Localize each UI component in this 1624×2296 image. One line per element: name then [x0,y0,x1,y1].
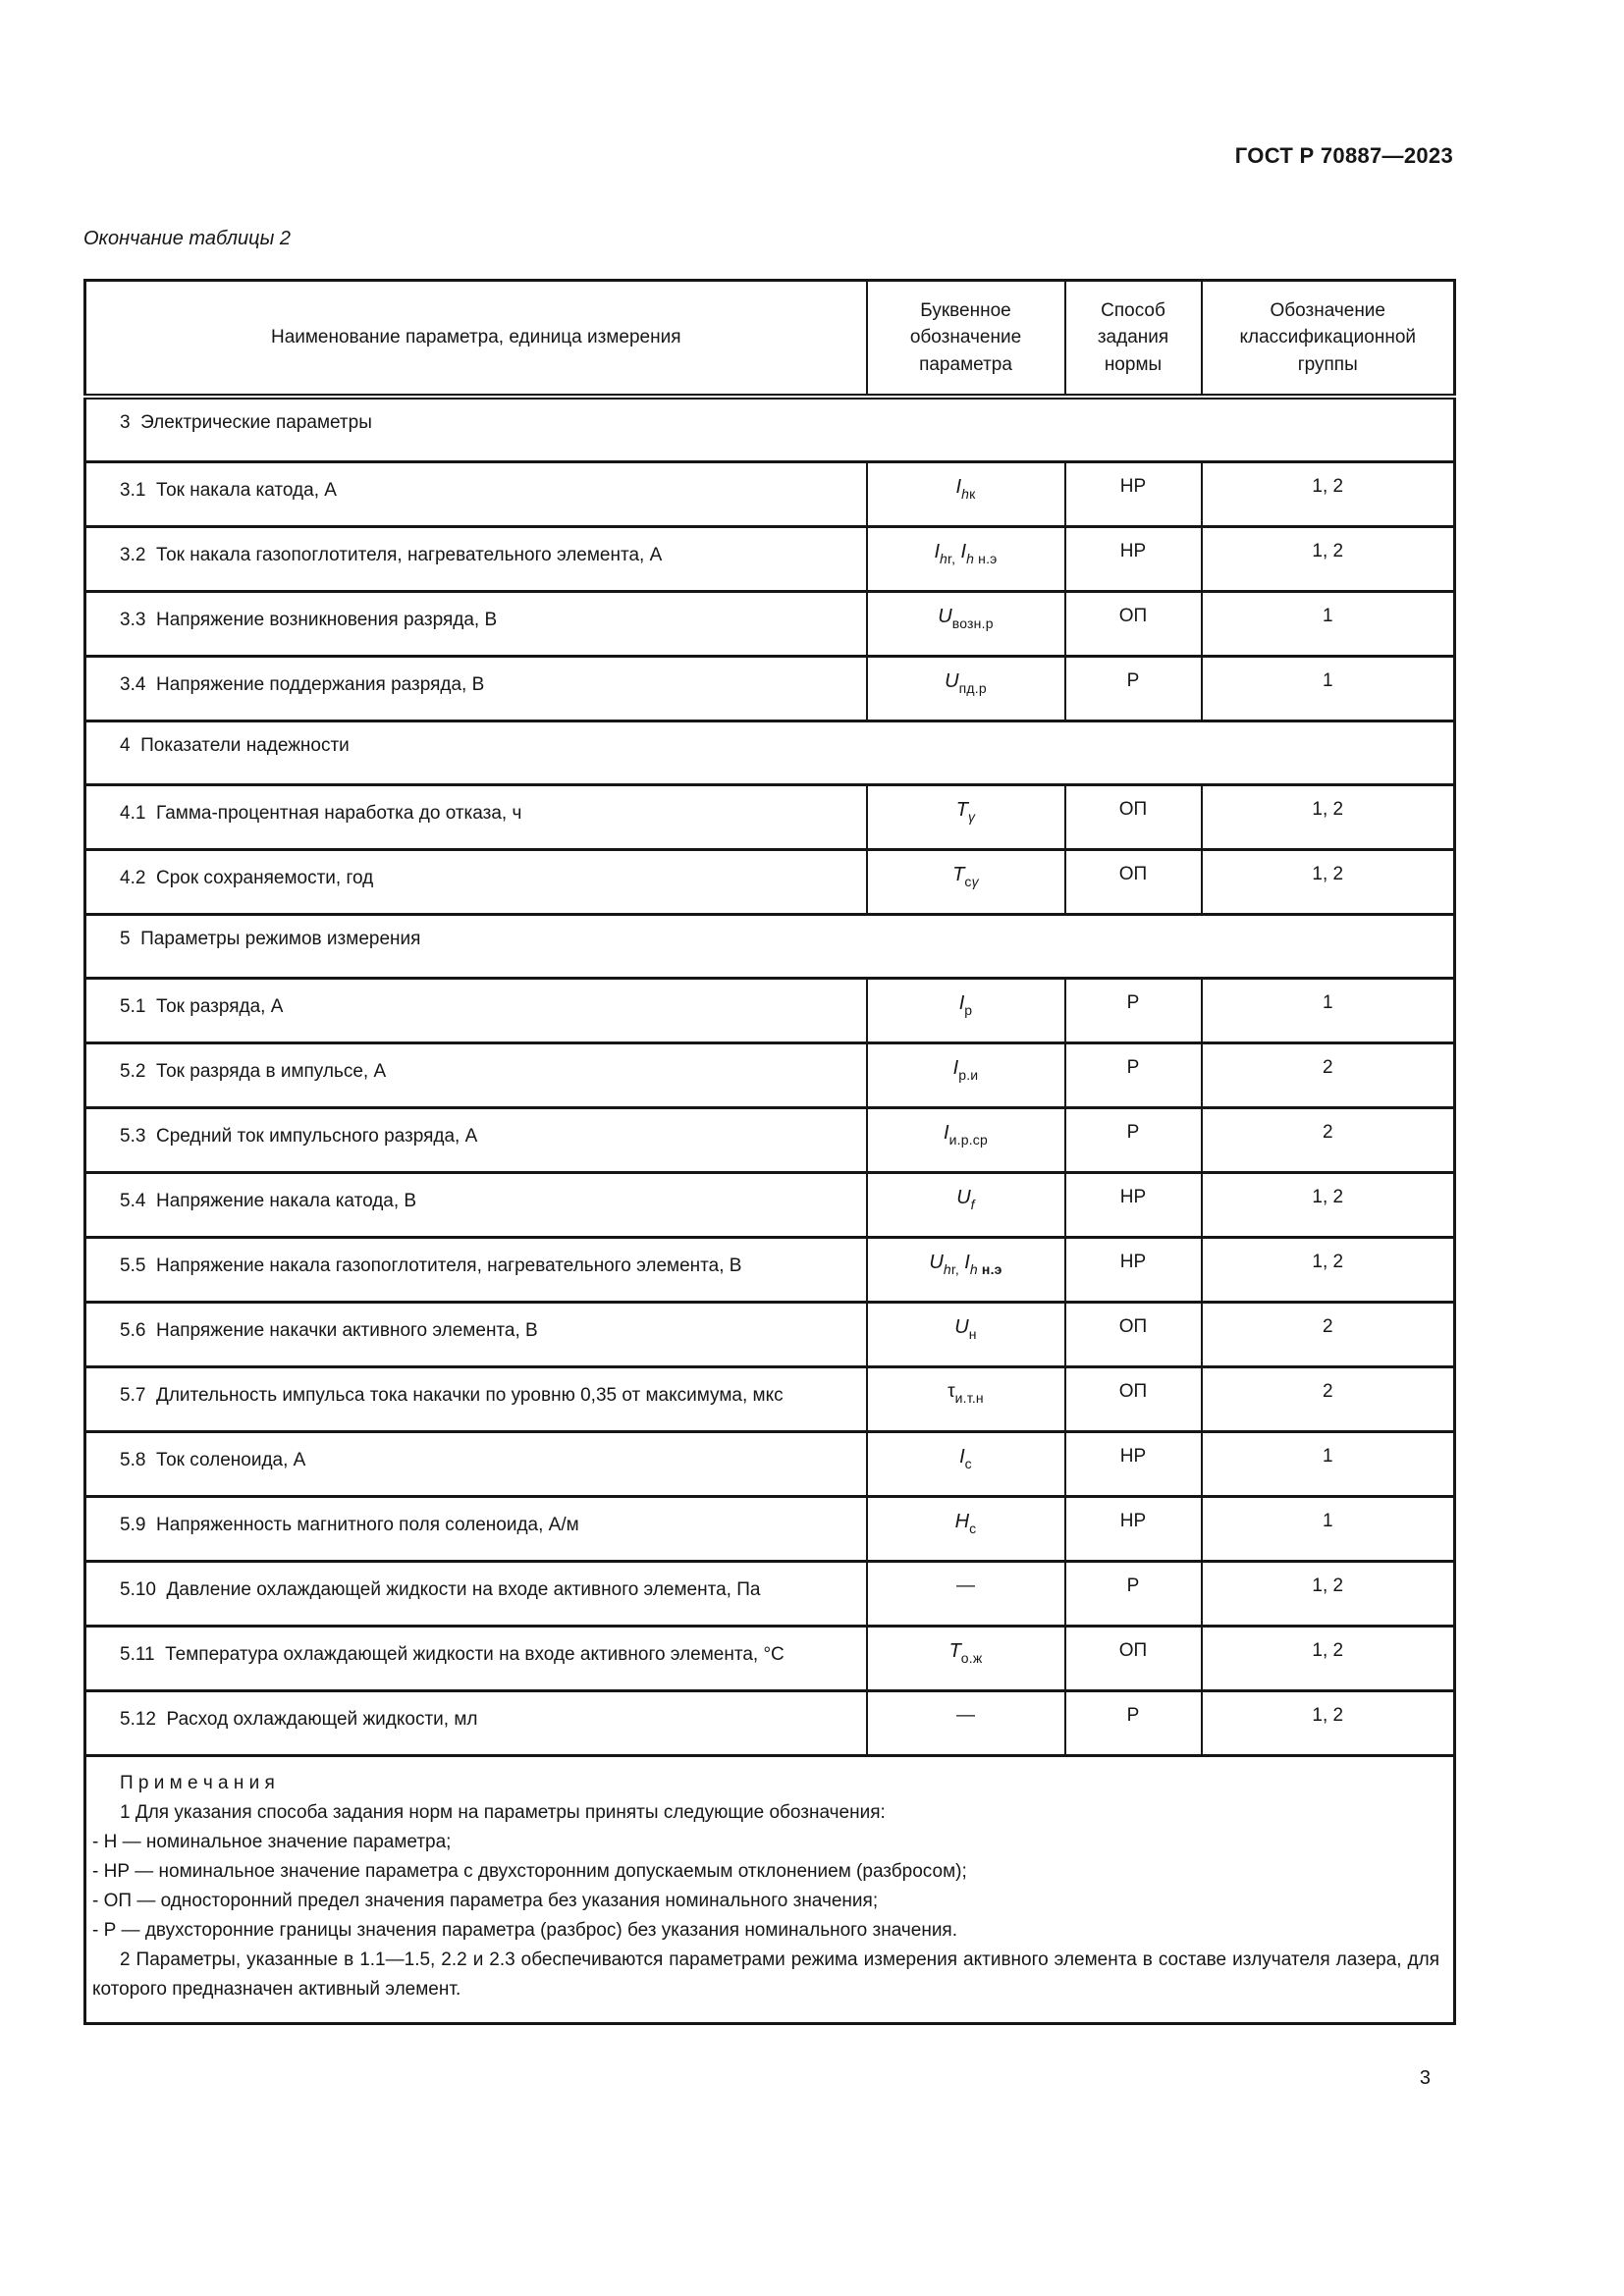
parameter-name: 5.7 Длительность импульса тока накачки по уровню 0,35 от максимума, мкс [85,1367,867,1432]
table-row [85,1562,1455,1627]
class-group: 1 [1202,979,1455,1043]
notes-line: П р и м е ч а н и я [120,1773,275,1793]
parameter-symbol [867,1367,1065,1432]
norm-method: НР [1065,527,1202,592]
norm-method: НР [1065,1432,1202,1497]
table-row [85,1043,1455,1108]
table-row [85,1108,1455,1173]
symbol-segment: и.т.н [954,1390,984,1406]
parameter-name: 3.3 Напряжение возникновения разряда, В [85,592,867,657]
parameter-symbol [867,1691,1065,1756]
table-body [85,397,1455,1756]
parameter-name: 5.9 Напряженность магнитного поля соленоида, А/м [85,1497,867,1562]
norm-method: Р [1065,1043,1202,1108]
table-row [85,657,1455,721]
class-group: 1, 2 [1202,1238,1455,1303]
norm-method: Р [1065,1691,1202,1756]
notes-line: 2 Параметры, указанные в 1.1—1.5, 2.2 и 2.3 обеспечиваются параметрами режима измерения активного элемента в составе излучателя лазера, для которого предназначен активный элемент. [92,1949,1439,2001]
symbol-segment: о.ж [960,1650,983,1666]
norm-method: НР [1065,1173,1202,1238]
section-title: 3 Электрические параметры [85,397,1455,462]
norm-method: Р [1065,657,1202,721]
symbol-segment: н.э [974,551,998,566]
parameter-name: 5.10 Давление охлаждающей жидкости на входе активного элемента, Па [85,1562,867,1627]
norm-method: ОП [1065,592,1202,657]
symbol-segment: н [968,1326,977,1342]
class-group: 2 [1202,1043,1455,1108]
class-group: 1 [1202,1497,1455,1562]
section-row [85,397,1455,462]
table-header [85,281,1455,398]
symbol-segment: пд.р [958,680,987,696]
parameter-symbol [867,1173,1065,1238]
table-row [85,785,1455,850]
parameter-symbol [867,1238,1065,1303]
symbol-segment: γ [968,809,976,825]
symbol-segment: h [969,1261,978,1277]
symbol-segment: f [970,1197,975,1212]
symbol-segment: — [956,1705,975,1726]
parameter-symbol [867,850,1065,915]
parameter-name: 5.1 Ток разряда, А [85,979,867,1043]
table-row [85,979,1455,1043]
parameter-symbol [867,979,1065,1043]
table-row [85,1497,1455,1562]
table-row [85,527,1455,592]
symbol-segment: T [948,1640,961,1662]
class-group: 2 [1202,1367,1455,1432]
symbol-segment: р [964,1002,973,1018]
norm-method: НР [1065,1497,1202,1562]
symbol-segment: h [940,551,948,566]
class-group: 1, 2 [1202,462,1455,527]
parameter-name: 5.2 Ток разряда в импульсе, А [85,1043,867,1108]
table-row [85,850,1455,915]
symbol-segment: U [938,606,952,627]
table-row [85,1173,1455,1238]
class-group: 1 [1202,657,1455,721]
symbol-segment: U [954,1316,969,1338]
parameter-name: 5.11 Температура охлаждающей жидкости на входе активного элемента, °С [85,1627,867,1691]
parameter-symbol [867,1627,1065,1691]
class-group: 1, 2 [1202,1627,1455,1691]
symbol-segment: h [966,551,975,566]
table-row [85,1303,1455,1367]
table-row [85,462,1455,527]
header-norm-method: Способ задания нормы [1065,281,1202,398]
table-caption: Окончание таблицы 2 [83,228,292,249]
notes-line: - ОП — односторонний предел значения параметра без указания номинального значения; [92,1891,879,1912]
symbol-segment: h [943,1261,951,1277]
table-row [85,1238,1455,1303]
symbol-segment: γ [971,874,979,889]
notes-row [85,1756,1455,2024]
parameter-symbol [867,1432,1065,1497]
norm-method: НР [1065,1238,1202,1303]
section-title: 5 Параметры режимов измерения [85,915,1455,979]
symbol-segment: T [955,799,968,821]
header-parameter-name: Наименование параметра, единица измерения [85,281,867,398]
parameter-symbol [867,1497,1065,1562]
norm-method: Р [1065,979,1202,1043]
norm-method: ОП [1065,1303,1202,1367]
class-group: 1, 2 [1202,850,1455,915]
parameter-symbol [867,785,1065,850]
notes-line: 1 Для указания способа задания норм на параметры приняты следующие обозначения: [120,1802,886,1824]
class-group: 2 [1202,1108,1455,1173]
norm-method: Р [1065,1108,1202,1173]
symbol-segment: I [964,1252,970,1273]
notes-cell [85,1756,1455,2024]
class-group: 1, 2 [1202,1173,1455,1238]
class-group: 1 [1202,1432,1455,1497]
doc-code: ГОСТ Р 70887—2023 [1234,143,1453,168]
symbol-segment: с [964,1456,972,1471]
parameter-symbol [867,657,1065,721]
parameter-symbol [867,1108,1065,1173]
class-group: 1, 2 [1202,527,1455,592]
table-row [85,1627,1455,1691]
symbol-segment: I [955,476,962,498]
symbol-segment: U [956,1187,971,1208]
symbol-segment: I [952,1057,959,1079]
parameter-name: 5.6 Напряжение накачки активного элемента, В [85,1303,867,1367]
norm-method: Р [1065,1562,1202,1627]
class-group: 1, 2 [1202,1691,1455,1756]
parameter-name: 5.5 Напряжение накала газопоглотителя, нагревательного элемента, В [85,1238,867,1303]
parameter-symbol [867,462,1065,527]
section-row [85,721,1455,785]
symbol-segment: н.э [977,1261,1002,1277]
symbol-segment: I [934,541,941,562]
norm-method: ОП [1065,1367,1202,1432]
symbol-segment: с [964,874,972,889]
table-footer [85,1756,1455,2024]
parameter-symbol [867,1303,1065,1367]
symbol-segment: U [945,670,959,692]
parameter-name: 5.4 Напряжение накала катода, В [85,1173,867,1238]
norm-method: ОП [1065,1627,1202,1691]
table-row [85,1691,1455,1756]
section-title: 4 Показатели надежности [85,721,1455,785]
symbol-segment: I [959,1446,965,1468]
parameter-symbol [867,527,1065,592]
symbol-segment: τ [947,1381,955,1402]
parameter-name: 3.2 Ток накала газопоглотителя, нагревательного элемента, А [85,527,867,592]
norm-method: НР [1065,462,1202,527]
class-group: 1, 2 [1202,785,1455,850]
page-number: 3 [1419,2067,1431,2089]
parameter-symbol [867,1043,1065,1108]
parameters-table [83,279,1456,2025]
class-group: 1 [1202,592,1455,657]
symbol-segment: r, [950,1261,959,1277]
symbol-segment: U [929,1252,944,1273]
symbol-segment: h [961,486,970,502]
symbol-segment: возн.р [951,615,994,631]
notes-line: - НР — номинальное значение параметра с двухсторонним допускаемым отклонением (разбросом); [92,1861,967,1883]
header-letter-symbol: Буквенное обозначение параметра [867,281,1065,398]
notes-line: - Н — номинальное значение параметра; [92,1832,452,1853]
symbol-segment: I [958,992,965,1014]
parameter-name: 5.12 Расход охлаждающей жидкости, мл [85,1691,867,1756]
header-class-group: Обозначение классификационной группы [1202,281,1455,398]
parameter-name: 3.4 Напряжение поддержания разряда, В [85,657,867,721]
symbol-segment: к [969,486,976,502]
parameter-name: 5.3 Средний ток импульсного разряда, А [85,1108,867,1173]
parameter-symbol [867,592,1065,657]
section-row [85,915,1455,979]
parameter-name: 4.2 Срок сохраняемости, год [85,850,867,915]
symbol-segment: r, [947,551,956,566]
parameter-name: 3.1 Ток накала катода, А [85,462,867,527]
norm-method: ОП [1065,785,1202,850]
table-row [85,1367,1455,1432]
parameter-symbol [867,1562,1065,1627]
symbol-segment: и.р.ср [948,1132,988,1148]
class-group: 2 [1202,1303,1455,1367]
symbol-segment: р.и [958,1067,979,1083]
class-group: 1, 2 [1202,1562,1455,1627]
notes-line: - Р — двухсторонние границы значения параметра (разброс) без указания номинального значения. [92,1920,958,1942]
symbol-segment: I [944,1122,949,1144]
parameter-name: 5.8 Ток соленоида, А [85,1432,867,1497]
parameter-name: 4.1 Гамма-процентная наработка до отказа, ч [85,785,867,850]
symbol-segment: I [960,541,967,562]
symbol-segment: H [954,1511,970,1532]
symbol-segment: T [952,864,965,885]
symbol-segment: с [969,1521,977,1536]
table-row [85,592,1455,657]
header-row [85,281,1455,398]
symbol-segment: — [956,1575,975,1596]
table-row [85,1432,1455,1497]
norm-method: ОП [1065,850,1202,915]
